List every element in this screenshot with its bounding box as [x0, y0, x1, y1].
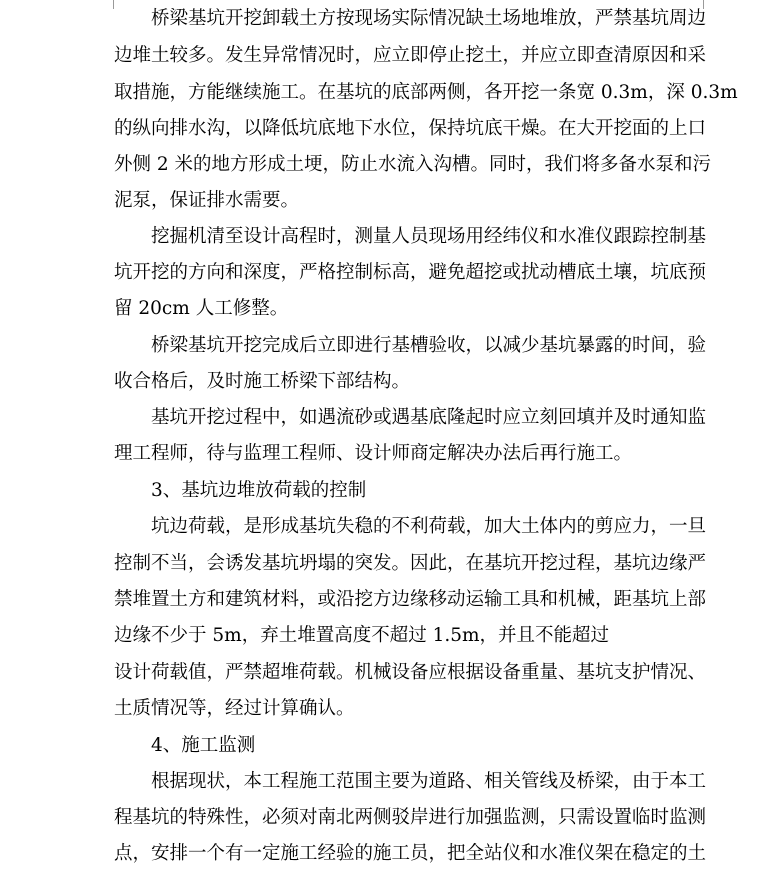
paragraph-line: 桥梁基坑开挖卸载土方按现场实际情况缺土场地堆放，严禁基坑周边: [151, 8, 707, 29]
paragraph-line: 的纵向排水沟，以降低坑底地下水位，保持坑底干燥。在大开挖面的上口: [114, 118, 707, 139]
paragraph-line: 泥泵，保证排水需要。: [114, 190, 300, 211]
section-heading: 3、基坑边堆放荷载的控制: [151, 480, 367, 501]
paragraph-line: 坑开挖的方向和深度，严格控制标高，避免超挖或扰动槽底土壤，坑底预: [114, 262, 707, 283]
paragraph-line: 取措施，方能继续施工。在基坑的底部两侧，各开挖一条宽 0.3m，深 0.3m: [114, 82, 738, 103]
paragraph-line: 挖掘机清至设计高程时，测量人员现场用经纬仪和水准仪跟踪控制基: [151, 226, 707, 247]
paragraph-line: 土质情况等，经过计算确认。: [114, 698, 355, 719]
paragraph-line: 程基坑的特殊性，必须对南北两侧驳岸进行加强监测，只需设置临时监测: [114, 807, 707, 828]
paragraph-line: 桥梁基坑开挖完成后立即进行基槽验收，以减少基坑暴露的时间，验: [151, 335, 707, 356]
paragraph-line: 边堆土较多。发生异常情况时，应立即停止挖土，并应立即查清原因和采: [114, 45, 707, 66]
paragraph-line: 外侧 2 米的地方形成土埂，防止水流入沟槽。同时，我们将多备水泵和污: [114, 154, 712, 175]
section-heading: 4、施工监测: [151, 735, 256, 756]
paragraph-line: 收合格后，及时施工桥梁下部结构。: [114, 371, 411, 392]
paragraph-line: 边缘不少于 5m，弃土堆置高度不超过 1.5m，并且不能超过: [114, 625, 610, 646]
paragraph-line: 坑边荷载，是形成基坑失稳的不利荷载，加大土体内的剪应力，一旦: [151, 516, 707, 537]
paragraph-line: 禁堆置土方和建筑材料，或沿挖方边缘移动运输工具和机械，距基坑上部: [114, 589, 707, 610]
paragraph-line: 根据现状，本工程施工范围主要为道路、相关管线及桥梁，由于本工: [151, 771, 707, 792]
page-corner-mark-left: [103, 0, 114, 9]
paragraph-line: 控制不当，会诱发基坑坍塌的突发。因此，在基坑开挖过程，基坑边缘严: [114, 553, 707, 574]
paragraph-line: 基坑开挖过程中，如遇流砂或遇基底隆起时应立刻回填并及时通知监: [151, 407, 707, 428]
paragraph-line: 留 20cm 人工修整。: [114, 298, 289, 319]
paragraph-line: 设计荷载值，严禁超堆荷载。机械设备应根据设备重量、基坑支护情况、: [114, 662, 707, 683]
paragraph-line: 点，安排一个有一定施工经验的施工员，把全站仪和水准仪架在稳定的土: [114, 843, 707, 864]
paragraph-line: 理工程师，待与监理工程师、设计师商定解决办法后再行施工。: [114, 443, 633, 464]
